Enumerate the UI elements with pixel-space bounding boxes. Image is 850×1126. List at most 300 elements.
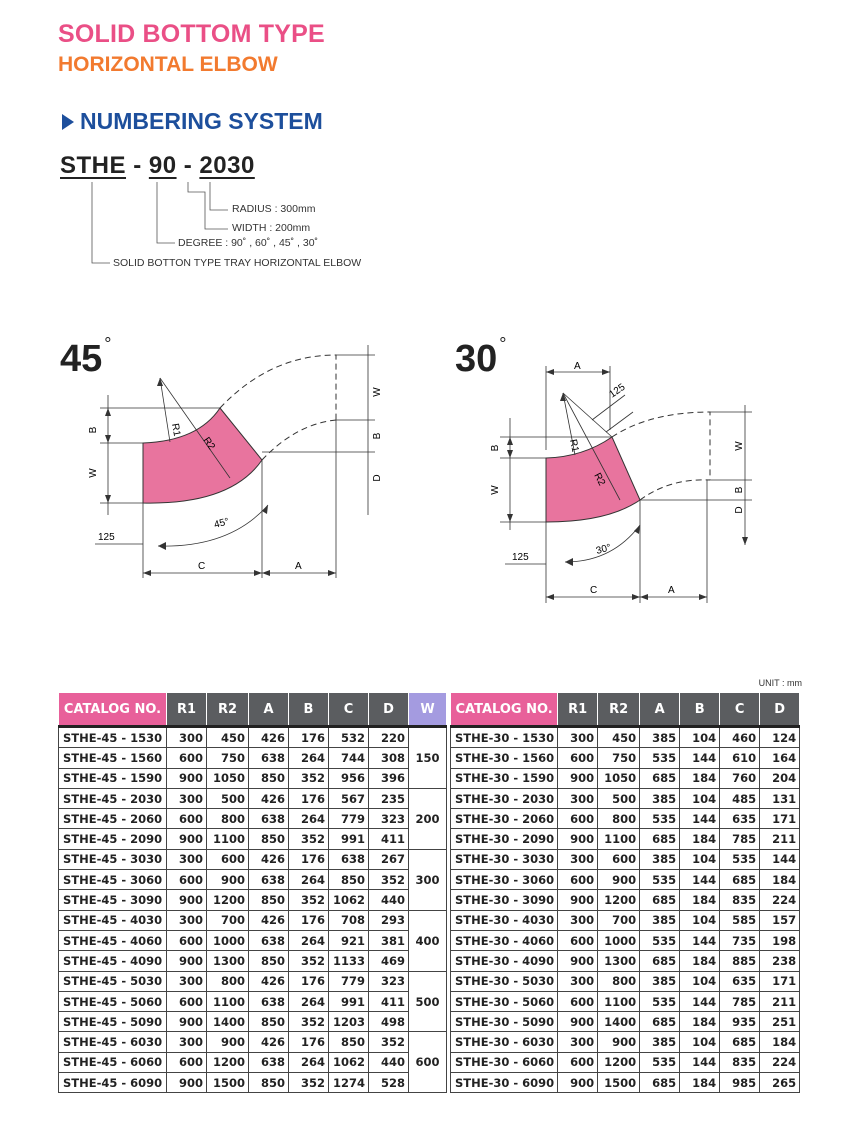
- cell-left-a: 426: [249, 971, 289, 991]
- diagram-30-title: 30 °: [455, 334, 507, 380]
- th-b-left: B: [289, 693, 329, 727]
- cell-left-b: 264: [289, 1052, 329, 1072]
- cell-right-catalog: STHE-30 - 4030: [451, 910, 558, 930]
- cell-right-d: 131: [760, 788, 800, 808]
- cell-left-b: 176: [289, 849, 329, 869]
- cell-left-catalog: STHE-45 - 6060: [59, 1052, 167, 1072]
- cell-left-c: 850: [329, 870, 369, 890]
- cell-left-d: 411: [369, 991, 409, 1011]
- cell-left-r1: 600: [167, 1052, 207, 1072]
- cell-left-catalog: STHE-45 - 4060: [59, 930, 167, 950]
- cell-left-b: 352: [289, 951, 329, 971]
- cell-left-catalog: STHE-45 - 6030: [59, 1032, 167, 1052]
- cell-left-d: 440: [369, 890, 409, 910]
- cell-right-b: 144: [680, 991, 720, 1011]
- cell-right-d: 184: [760, 1032, 800, 1052]
- cell-left-c: 1133: [329, 951, 369, 971]
- cell-right-r2: 1400: [598, 1012, 640, 1032]
- cell-left-catalog: STHE-45 - 1530: [59, 727, 167, 748]
- cell-left-d: 323: [369, 971, 409, 991]
- cell-right-catalog: STHE-30 - 2090: [451, 829, 558, 849]
- cell-right-catalog: STHE-30 - 6090: [451, 1073, 558, 1093]
- cell-right-a: 685: [640, 890, 680, 910]
- label-30-w: W: [490, 485, 501, 495]
- cell-left-d: 469: [369, 951, 409, 971]
- cell-right-r2: 1200: [598, 890, 640, 910]
- cell-left-d: 528: [369, 1073, 409, 1093]
- table-row: [59, 788, 800, 808]
- label-30-d: D: [734, 506, 745, 514]
- cell-right-c: 585: [720, 910, 760, 930]
- cell-right-r2: 900: [598, 870, 640, 890]
- label-30-angle: 30°: [594, 542, 613, 557]
- cell-right-c: 485: [720, 788, 760, 808]
- cell-left-r1: 900: [167, 951, 207, 971]
- label-45-c: C: [198, 561, 206, 572]
- cell-left-c: 1274: [329, 1073, 369, 1093]
- label-45-r1: R1: [169, 422, 183, 438]
- cell-right-c: 785: [720, 829, 760, 849]
- th-w: W: [409, 693, 447, 727]
- cell-left-b: 176: [289, 971, 329, 991]
- cell-left-r1: 300: [167, 1032, 207, 1052]
- cell-left-r1: 300: [167, 727, 207, 748]
- cell-right-d: 164: [760, 748, 800, 768]
- cell-left-r1: 300: [167, 788, 207, 808]
- th-r1-left: R1: [167, 693, 207, 727]
- cell-left-a: 850: [249, 768, 289, 788]
- cell-left-b: 176: [289, 727, 329, 748]
- cell-left-r2: 600: [207, 849, 249, 869]
- cell-left-a: 638: [249, 1052, 289, 1072]
- spec-table: [58, 692, 800, 1093]
- cell-right-c: 760: [720, 768, 760, 788]
- label-30-w-right: W: [734, 441, 745, 451]
- spec-table-body: [59, 727, 800, 1093]
- cell-left-r1: 600: [167, 748, 207, 768]
- th-c-left: C: [329, 693, 369, 727]
- cell-right-r1: 300: [558, 849, 598, 869]
- cell-left-a: 426: [249, 788, 289, 808]
- cell-left-c: 991: [329, 829, 369, 849]
- cell-right-catalog: STHE-30 - 1590: [451, 768, 558, 788]
- cell-left-d: 440: [369, 1052, 409, 1072]
- cell-right-c: 985: [720, 1073, 760, 1093]
- cell-right-r2: 800: [598, 809, 640, 829]
- cell-left-r2: 1100: [207, 991, 249, 1011]
- cell-left-c: 779: [329, 971, 369, 991]
- label-45-angle: 45°: [212, 516, 231, 531]
- cell-left-b: 176: [289, 910, 329, 930]
- th-r2-right: R2: [598, 693, 640, 727]
- cell-left-r2: 1050: [207, 768, 249, 788]
- numbering-leader-lines: [0, 0, 850, 280]
- cell-left-a: 638: [249, 870, 289, 890]
- cell-left-c: 921: [329, 930, 369, 950]
- cell-right-catalog: STHE-30 - 1560: [451, 748, 558, 768]
- cell-right-catalog: STHE-30 - 5060: [451, 991, 558, 1011]
- cell-right-catalog: STHE-30 - 4090: [451, 951, 558, 971]
- label-45-b: B: [88, 426, 99, 434]
- cell-right-d: 251: [760, 1012, 800, 1032]
- label-30-c: C: [590, 585, 598, 596]
- cell-left-b: 352: [289, 1073, 329, 1093]
- cell-left-d: 381: [369, 930, 409, 950]
- cell-right-d: 171: [760, 809, 800, 829]
- cell-right-catalog: STHE-30 - 1530: [451, 727, 558, 748]
- cell-left-d: 352: [369, 1032, 409, 1052]
- cell-left-r2: 450: [207, 727, 249, 748]
- table-row: [59, 910, 800, 930]
- cell-left-r2: 900: [207, 870, 249, 890]
- cell-right-r2: 450: [598, 727, 640, 748]
- cell-right-b: 104: [680, 788, 720, 808]
- label-45-125: 125: [98, 532, 115, 543]
- cell-left-r2: 1300: [207, 951, 249, 971]
- cell-right-r1: 600: [558, 870, 598, 890]
- cell-right-r2: 1100: [598, 991, 640, 1011]
- cell-left-d: 235: [369, 788, 409, 808]
- th-b-right: B: [680, 693, 720, 727]
- cell-left-b: 264: [289, 809, 329, 829]
- cell-right-c: 460: [720, 727, 760, 748]
- cell-right-catalog: STHE-30 - 3060: [451, 870, 558, 890]
- cell-left-catalog: STHE-45 - 3090: [59, 890, 167, 910]
- cell-left-r2: 1100: [207, 829, 249, 849]
- cell-left-a: 850: [249, 1012, 289, 1032]
- cell-left-c: 1062: [329, 1052, 369, 1072]
- cell-right-r2: 1200: [598, 1052, 640, 1072]
- cell-right-d: 144: [760, 849, 800, 869]
- table-row: [59, 1032, 800, 1052]
- cell-left-r1: 900: [167, 890, 207, 910]
- cell-right-a: 685: [640, 1073, 680, 1093]
- cell-right-a: 685: [640, 951, 680, 971]
- cell-left-c: 708: [329, 910, 369, 930]
- elbow-45-shape: [143, 408, 262, 503]
- cell-right-r2: 1500: [598, 1073, 640, 1093]
- cell-right-c: 685: [720, 870, 760, 890]
- cell-right-d: 124: [760, 727, 800, 748]
- cell-left-catalog: STHE-45 - 3030: [59, 849, 167, 869]
- cell-left-b: 352: [289, 1012, 329, 1032]
- cell-right-d: 224: [760, 1052, 800, 1072]
- cell-right-r2: 1100: [598, 829, 640, 849]
- cell-left-b: 352: [289, 829, 329, 849]
- label-45-w-right: W: [372, 387, 383, 397]
- cell-left-a: 426: [249, 727, 289, 748]
- cell-right-b: 144: [680, 809, 720, 829]
- label-30-a: A: [668, 585, 675, 596]
- cell-right-d: 238: [760, 951, 800, 971]
- cell-left-r2: 800: [207, 809, 249, 829]
- cell-left-c: 567: [329, 788, 369, 808]
- cell-right-b: 144: [680, 870, 720, 890]
- cell-right-b: 184: [680, 890, 720, 910]
- cell-right-a: 535: [640, 991, 680, 1011]
- cell-left-catalog: STHE-45 - 4090: [59, 951, 167, 971]
- cell-left-a: 638: [249, 748, 289, 768]
- cell-right-d: 198: [760, 930, 800, 950]
- cell-right-b: 104: [680, 849, 720, 869]
- cell-left-r2: 1200: [207, 1052, 249, 1072]
- cell-right-r1: 600: [558, 748, 598, 768]
- cell-left-d: 411: [369, 829, 409, 849]
- th-r2-left: R2: [207, 693, 249, 727]
- table-header-row: [59, 693, 800, 727]
- cell-left-r1: 900: [167, 768, 207, 788]
- th-catalog-right: CATALOG NO.: [451, 693, 558, 727]
- cell-right-b: 144: [680, 748, 720, 768]
- cell-w-value: 600: [409, 1032, 447, 1093]
- th-a-left: A: [249, 693, 289, 727]
- cell-left-r2: 1500: [207, 1073, 249, 1093]
- cell-left-catalog: STHE-45 - 5060: [59, 991, 167, 1011]
- cell-left-d: 323: [369, 809, 409, 829]
- cell-right-b: 104: [680, 971, 720, 991]
- cell-left-r1: 900: [167, 1012, 207, 1032]
- cell-left-c: 744: [329, 748, 369, 768]
- cell-right-d: 157: [760, 910, 800, 930]
- cell-right-a: 385: [640, 788, 680, 808]
- code-size: 2030: [199, 152, 255, 179]
- cell-right-r2: 600: [598, 849, 640, 869]
- cell-right-a: 685: [640, 1012, 680, 1032]
- code-sep-2: -: [183, 152, 193, 179]
- th-d-left: D: [369, 693, 409, 727]
- label-45-a: A: [295, 561, 302, 572]
- cell-left-c: 956: [329, 768, 369, 788]
- diagram-45-title: 45 °: [60, 334, 112, 380]
- cell-right-b: 104: [680, 910, 720, 930]
- cell-right-a: 385: [640, 971, 680, 991]
- unit-label: UNIT : mm: [758, 678, 802, 688]
- cell-right-r1: 600: [558, 809, 598, 829]
- cell-left-d: 396: [369, 768, 409, 788]
- cell-left-catalog: STHE-45 - 2030: [59, 788, 167, 808]
- cell-left-catalog: STHE-45 - 4030: [59, 910, 167, 930]
- cell-w-value: 500: [409, 971, 447, 1032]
- note-degree: DEGREE : 90˚ , 60˚ , 45˚ , 30˚: [178, 237, 319, 249]
- section-numbering-system-label: NUMBERING SYSTEM: [80, 108, 323, 134]
- cell-right-catalog: STHE-30 - 5090: [451, 1012, 558, 1032]
- cell-right-c: 685: [720, 1032, 760, 1052]
- cell-right-a: 535: [640, 1052, 680, 1072]
- table-row: [59, 971, 800, 991]
- cell-right-catalog: STHE-30 - 6030: [451, 1032, 558, 1052]
- cell-left-d: 293: [369, 910, 409, 930]
- cell-left-catalog: STHE-45 - 5030: [59, 971, 167, 991]
- code-prefix: STHE: [60, 152, 127, 179]
- cell-left-d: 352: [369, 870, 409, 890]
- cell-left-c: 779: [329, 809, 369, 829]
- cell-left-catalog: STHE-45 - 2090: [59, 829, 167, 849]
- cell-left-catalog: STHE-45 - 2060: [59, 809, 167, 829]
- cell-left-b: 176: [289, 1032, 329, 1052]
- cell-left-b: 264: [289, 870, 329, 890]
- table-row: [59, 849, 800, 869]
- cell-left-r2: 1000: [207, 930, 249, 950]
- code-degree: 90: [148, 152, 177, 179]
- cell-right-r1: 600: [558, 930, 598, 950]
- cell-right-a: 685: [640, 768, 680, 788]
- cell-right-c: 735: [720, 930, 760, 950]
- cell-left-a: 426: [249, 910, 289, 930]
- cell-left-catalog: STHE-45 - 5090: [59, 1012, 167, 1032]
- cell-right-b: 144: [680, 930, 720, 950]
- cell-left-b: 176: [289, 788, 329, 808]
- label-30-b-right: B: [734, 486, 745, 494]
- cell-left-d: 267: [369, 849, 409, 869]
- cell-left-b: 352: [289, 768, 329, 788]
- table-row: [59, 727, 800, 748]
- cell-right-r1: 600: [558, 991, 598, 1011]
- cell-right-r1: 900: [558, 890, 598, 910]
- cell-left-r2: 500: [207, 788, 249, 808]
- note-width: WIDTH : 200mm: [232, 222, 311, 234]
- note-type: SOLID BOTTON TYPE TRAY HORIZONTAL ELBOW: [113, 257, 362, 269]
- cell-w-value: 150: [409, 727, 447, 789]
- cell-right-catalog: STHE-30 - 6060: [451, 1052, 558, 1072]
- cell-right-d: 171: [760, 971, 800, 991]
- cell-right-a: 385: [640, 910, 680, 930]
- cell-left-a: 850: [249, 1073, 289, 1093]
- cell-right-d: 265: [760, 1073, 800, 1093]
- cell-w-value: 400: [409, 910, 447, 971]
- cell-right-c: 935: [720, 1012, 760, 1032]
- cell-left-a: 638: [249, 991, 289, 1011]
- cell-w-value: 300: [409, 849, 447, 910]
- cell-left-c: 638: [329, 849, 369, 869]
- cell-right-catalog: STHE-30 - 3030: [451, 849, 558, 869]
- cell-left-catalog: STHE-45 - 3060: [59, 870, 167, 890]
- cell-left-a: 850: [249, 829, 289, 849]
- cell-left-d: 220: [369, 727, 409, 748]
- cell-right-b: 104: [680, 1032, 720, 1052]
- cell-right-r2: 750: [598, 748, 640, 768]
- cell-right-r1: 600: [558, 1052, 598, 1072]
- cell-left-catalog: STHE-45 - 1560: [59, 748, 167, 768]
- cell-right-r1: 300: [558, 1032, 598, 1052]
- cell-right-b: 184: [680, 1012, 720, 1032]
- cell-right-c: 835: [720, 890, 760, 910]
- cell-right-r2: 500: [598, 788, 640, 808]
- cell-right-c: 785: [720, 991, 760, 1011]
- th-catalog-left: CATALOG NO.: [59, 693, 167, 727]
- cell-w-value: 200: [409, 788, 447, 849]
- cell-left-a: 426: [249, 849, 289, 869]
- cell-right-b: 104: [680, 727, 720, 748]
- cell-right-r1: 900: [558, 768, 598, 788]
- cell-left-c: 1062: [329, 890, 369, 910]
- cell-right-r2: 1000: [598, 930, 640, 950]
- cell-left-b: 264: [289, 991, 329, 1011]
- cell-right-d: 211: [760, 829, 800, 849]
- cell-left-r2: 800: [207, 971, 249, 991]
- cell-left-a: 426: [249, 1032, 289, 1052]
- title-solid-bottom-type: SOLID BOTTOM TYPE: [58, 20, 325, 48]
- cell-right-a: 685: [640, 829, 680, 849]
- cell-left-r1: 600: [167, 930, 207, 950]
- th-d-right: D: [760, 693, 800, 727]
- diagram-45: [0, 330, 430, 590]
- cell-left-b: 264: [289, 748, 329, 768]
- cell-left-c: 850: [329, 1032, 369, 1052]
- cell-left-a: 850: [249, 890, 289, 910]
- code-sep-1: -: [133, 152, 142, 179]
- cell-left-d: 308: [369, 748, 409, 768]
- cell-right-d: 184: [760, 870, 800, 890]
- cell-left-r1: 900: [167, 829, 207, 849]
- cell-right-r1: 300: [558, 788, 598, 808]
- cell-right-c: 635: [720, 809, 760, 829]
- label-45-b-right: B: [372, 432, 383, 440]
- cell-left-r2: 900: [207, 1032, 249, 1052]
- cell-right-r1: 300: [558, 727, 598, 748]
- cell-right-r1: 300: [558, 910, 598, 930]
- label-30-a-top: A: [574, 361, 581, 372]
- cell-right-c: 635: [720, 971, 760, 991]
- cell-right-b: 184: [680, 829, 720, 849]
- cell-right-a: 535: [640, 870, 680, 890]
- cell-left-r2: 1400: [207, 1012, 249, 1032]
- cell-right-r1: 900: [558, 951, 598, 971]
- label-30-r1: R1: [567, 438, 581, 454]
- cell-right-catalog: STHE-30 - 3090: [451, 890, 558, 910]
- th-r1-right: R1: [558, 693, 598, 727]
- cell-right-a: 385: [640, 849, 680, 869]
- cell-left-d: 498: [369, 1012, 409, 1032]
- label-45-w: W: [88, 468, 99, 478]
- cell-right-a: 535: [640, 748, 680, 768]
- cell-left-r2: 700: [207, 910, 249, 930]
- cell-right-d: 211: [760, 991, 800, 1011]
- cell-left-a: 638: [249, 930, 289, 950]
- label-30-b: B: [490, 444, 501, 452]
- cell-right-c: 835: [720, 1052, 760, 1072]
- cell-right-d: 224: [760, 890, 800, 910]
- cell-left-r1: 300: [167, 910, 207, 930]
- cell-left-catalog: STHE-45 - 1590: [59, 768, 167, 788]
- cell-right-catalog: STHE-30 - 2030: [451, 788, 558, 808]
- cell-right-r2: 900: [598, 1032, 640, 1052]
- cell-left-r1: 600: [167, 870, 207, 890]
- cell-right-r1: 900: [558, 1073, 598, 1093]
- note-radius: RADIUS : 300mm: [232, 203, 316, 215]
- th-a-right: A: [640, 693, 680, 727]
- cell-right-r1: 900: [558, 829, 598, 849]
- cell-left-catalog: STHE-45 - 6090: [59, 1073, 167, 1093]
- cell-right-d: 204: [760, 768, 800, 788]
- cell-right-b: 184: [680, 768, 720, 788]
- title-horizontal-elbow: HORIZONTAL ELBOW: [58, 53, 278, 76]
- cell-right-c: 610: [720, 748, 760, 768]
- cell-left-b: 352: [289, 890, 329, 910]
- cell-left-a: 850: [249, 951, 289, 971]
- cell-right-r1: 300: [558, 971, 598, 991]
- label-30-125-top: 125: [607, 381, 628, 401]
- cell-right-r2: 700: [598, 910, 640, 930]
- cell-left-r1: 900: [167, 1073, 207, 1093]
- cell-left-r1: 600: [167, 809, 207, 829]
- cell-right-r1: 900: [558, 1012, 598, 1032]
- cell-right-a: 535: [640, 809, 680, 829]
- label-45-r2: R2: [200, 435, 217, 453]
- cell-right-r2: 1050: [598, 768, 640, 788]
- cell-right-b: 144: [680, 1052, 720, 1072]
- cell-left-c: 991: [329, 991, 369, 1011]
- cell-left-r2: 1200: [207, 890, 249, 910]
